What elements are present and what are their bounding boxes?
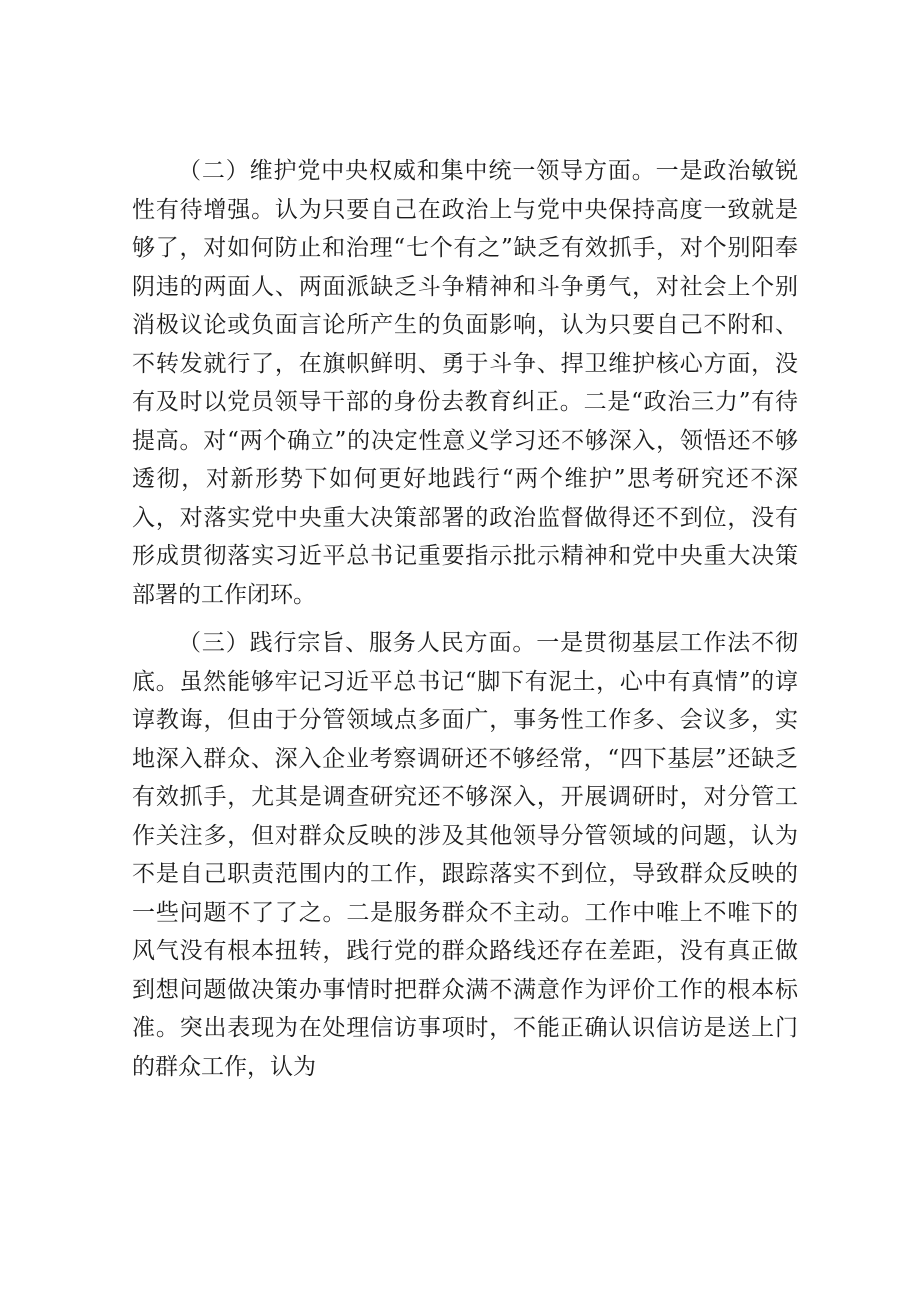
document-body — [132, 152, 798, 1096]
paragraph-section-two: （二）维护党中央权威和集中统一领导方面。一是政治敏锐性有待增强。认为只要自己在政治上与党中央保持高度一致就是够了，对如何防止和治理“七个有之”缺乏有效抓手，对个别阳奉阴违的两面人、两面派缺乏斗争精神和斗争勇气，对社会上个别消极议论或负面言论所产生的负面影响，认为只要自己不附和、不转发就行了，在旗帜鲜明、勇于斗争、捍卫维护核心方面，没有及时以党员领导干部的身份去教育纠正。二是“政治三力”有待提高。对“两个确立”的决定性意义学习还不够深入，领悟还不够透彻，对新形势下如何更好地践行“两个维护”思考研究还不深入，对落实党中央重大决策部署的政治监督做得还不到位，没有形成贯彻落实习近平总书记重要指示批示精神和党中央重大决策部署的工作闭环。 — [132, 158, 798, 608]
paragraph-section-three: （三）践行宗旨、服务人民方面。一是贯彻基层工作法不彻底。虽然能够牢记习近平总书记“脚下有泥土，心中有真情”的谆谆教诲，但由于分管领域点多面广，事务性工作多、会议多，实地深入群众、深入企业考察调研还不够经常，“四下基层”还缺乏有效抓手，尤其是调查研究还不够深入，开展调研时，对分管工作关注多，但对群众反映的涉及其他领导分管领域的问题，认为不是自己职责范围内的工作，跟踪落实不到位，导致群众反映的一些问题不了了之。二是服务群众不主动。工作中唯上不唯下的风气没有根本扭转，践行党的群众路线还存在差距，没有真正做到想问题做决策办事情时把群众满不满意作为评价工作的根本标准。突出表现为在处理信访事项时，不能正确认识信访是送上门的群众工作，认为 — [132, 630, 798, 1080]
